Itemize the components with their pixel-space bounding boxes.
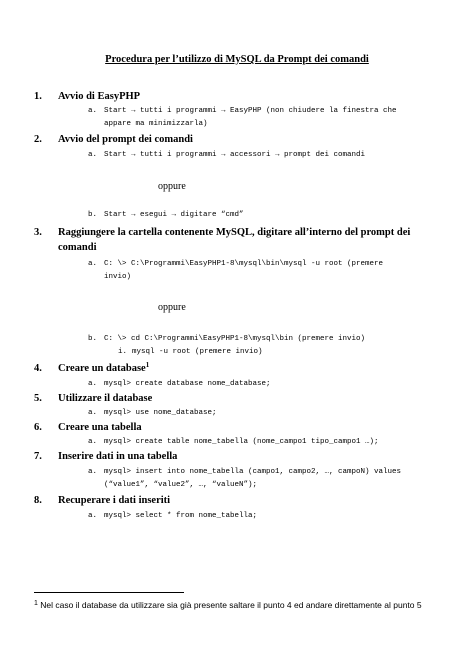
section-1-heading bbox=[34, 90, 140, 104]
or-separator: oppure bbox=[158, 302, 186, 313]
item-label: a. bbox=[88, 468, 98, 476]
page-title: Procedura per l’utilizzo di MySQL da Prompt dei comandi bbox=[105, 54, 369, 65]
section-title: Raggiungere la cartella contenente MySQL, digitare all’interno del prompt dei bbox=[58, 227, 411, 238]
section-2-item-b bbox=[88, 209, 244, 222]
section-1-item-a bbox=[88, 105, 397, 131]
section-3-item-b bbox=[88, 333, 365, 346]
item-label: b. bbox=[88, 335, 98, 343]
section-6-item-a bbox=[88, 436, 379, 449]
section-3-heading bbox=[34, 226, 410, 240]
item-label: i. bbox=[118, 348, 128, 356]
section-number: 7. bbox=[34, 451, 42, 462]
item-line: (“value1”, “value2”, …, “valueN”); bbox=[104, 481, 258, 489]
section-8-heading bbox=[34, 494, 170, 508]
section-4-item-a bbox=[88, 378, 271, 391]
item-line: mysql -u root (premere invio) bbox=[132, 348, 263, 356]
item-line: appare ma minimizzarla) bbox=[104, 120, 208, 128]
section-number: 1. bbox=[34, 91, 42, 102]
item-line: mysql> use nome_database; bbox=[104, 409, 217, 417]
footnote-text: Nel caso il database da utilizzare sia già presente saltare il punto 4 ed andare direttamente al punto 5 bbox=[40, 600, 422, 610]
item-line: Start → esegui → digitare “cmd” bbox=[104, 211, 244, 219]
item-line: Start → tutti i programmi → accessori → prompt dei comandi bbox=[104, 151, 366, 159]
item-line: C: \> cd C:\Programmi\EasyPHP1-8\mysql\bin (premere invio) bbox=[104, 335, 366, 343]
item-label: a. bbox=[88, 107, 98, 115]
item-line: mysql> select * from nome_tabella; bbox=[104, 512, 258, 520]
section-2-heading bbox=[34, 133, 193, 147]
section-title: comandi bbox=[58, 242, 97, 253]
section-title: Inserire dati in una tabella bbox=[58, 451, 178, 462]
or-separator: oppure bbox=[158, 181, 186, 192]
section-4-heading bbox=[34, 362, 149, 376]
item-line: mysql> insert into nome_tabella (campo1, campo2, …, campoN) values bbox=[104, 468, 402, 476]
item-label: a. bbox=[88, 380, 98, 388]
section-number: 3. bbox=[34, 227, 42, 238]
item-label: a. bbox=[88, 438, 98, 446]
section-title: Utilizzare il database bbox=[58, 393, 153, 404]
item-label: a. bbox=[88, 260, 98, 268]
item-line: mysql> create table nome_tabella (nome_campo1 tipo_campo1 …); bbox=[104, 438, 379, 446]
section-5-item-a bbox=[88, 407, 217, 420]
section-3-item-b-i bbox=[118, 346, 263, 359]
footnote-mark: 1 bbox=[34, 600, 38, 607]
section-6-heading bbox=[34, 421, 142, 435]
section-number: 8. bbox=[34, 495, 42, 506]
section-number: 5. bbox=[34, 393, 42, 404]
section-3-item-a bbox=[88, 258, 383, 284]
section-title: Creare un database bbox=[58, 363, 146, 374]
section-title: Creare una tabella bbox=[58, 422, 142, 433]
section-title: Avvio di EasyPHP bbox=[58, 91, 141, 102]
item-label: a. bbox=[88, 409, 98, 417]
footnote-ref[interactable]: 1 bbox=[145, 361, 150, 369]
section-number: 2. bbox=[34, 134, 42, 145]
section-5-heading bbox=[34, 392, 152, 406]
section-7-item-a bbox=[88, 466, 401, 492]
section-7-heading bbox=[34, 450, 177, 464]
item-line: C: \> C:\Programmi\EasyPHP1-8\mysql\bin\mysql -u root (premere bbox=[104, 260, 384, 268]
section-3-heading-cont bbox=[34, 241, 97, 255]
item-label: a. bbox=[88, 151, 98, 159]
footnote-divider bbox=[34, 592, 184, 593]
section-number: 4. bbox=[34, 363, 42, 374]
item-label: b. bbox=[88, 211, 98, 219]
section-title: Recuperare i dati inseriti bbox=[58, 495, 171, 506]
item-line: mysql> create database nome_database; bbox=[104, 380, 271, 388]
item-line: Start → tutti i programmi → EasyPHP (non chiudere la finestra che bbox=[104, 107, 397, 115]
footnote bbox=[34, 598, 444, 612]
section-2-item-a bbox=[88, 149, 365, 162]
section-number: 6. bbox=[34, 422, 42, 433]
section-8-item-a bbox=[88, 510, 257, 523]
section-title: Avvio del prompt dei comandi bbox=[58, 134, 193, 145]
item-line: invio) bbox=[104, 273, 132, 281]
item-label: a. bbox=[88, 512, 98, 520]
